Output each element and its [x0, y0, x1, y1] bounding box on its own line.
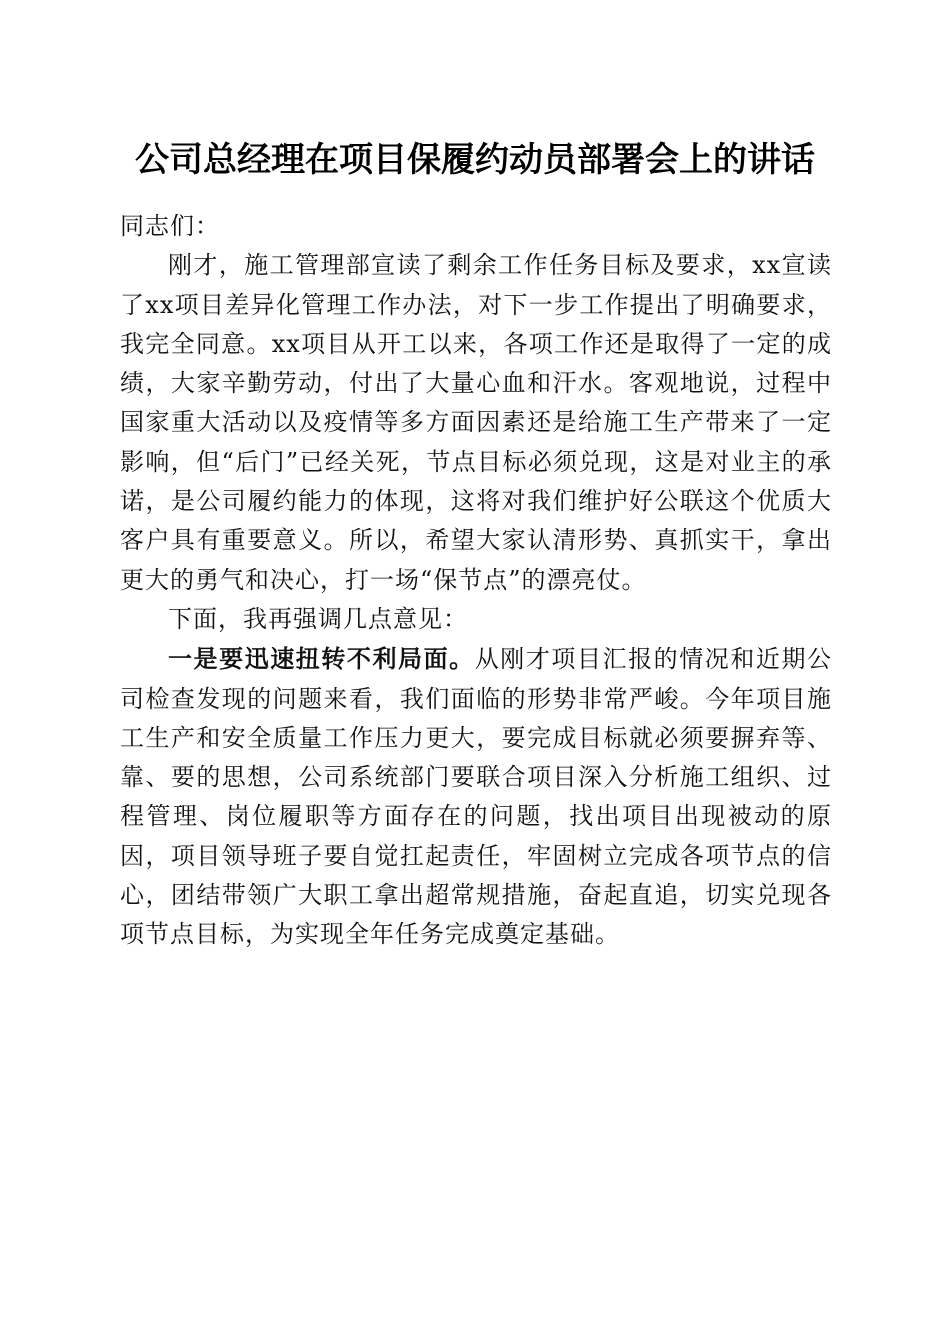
point-one-text: 从刚才项目汇报的情况和近期公司检查发现的问题来看，我们面临的形势非常严峻。今年项目施工生产和安全质量工作压力更大，要完成目标就必须要摒弃等、靠、要的思想，公司系统部门要联合项目深入分析施工组织、过程管理、岗位履职等方面存在的问题，找出项目出现被动的原因，项目领导班子要自觉扛起责任，牢固树立完成各项节点的信心，团结带领广大职工拿出超常规措施，奋起直追，切实兑现各项节点目标，为实现全年任务完成奠定基础。 — [120, 645, 833, 949]
document-body — [120, 207, 832, 955]
paragraph-point-one — [120, 639, 832, 954]
paragraph-intro-points: 下面，我再强调几点意见： — [168, 604, 468, 633]
salutation: 同志们： — [120, 212, 220, 240]
point-one-heading: 一是要迅速扭转不利局面。 — [168, 644, 475, 674]
paragraph-opening: 刚才，施工管理部宣读了剩余工作任务目标及要求，xx宣读了xx项目差异化管理工作办法，对下一步工作提出了明确要求，我完全同意。xx项目从开工以来，各项工作还是取得了一定的成绩，大家辛勤劳动，付出了大量心血和汗水。客观地说，过程中国家重大活动以及疫情等多方面因素还是给施工生产带来了一定影响，但“后门”已经关死，节点目标必须兑现，这是对业主的承诺，是公司履约能力的体现，这将对我们维护好公联这个优质大客户具有重要意义。所以，希望大家认清形势、真抓实干，拿出更大的勇气和决心，打一场“保节点”的漂亮仗。 — [120, 251, 832, 594]
document-title: 公司总经理在项目保履约动员部署会上的讲话 — [135, 140, 815, 180]
